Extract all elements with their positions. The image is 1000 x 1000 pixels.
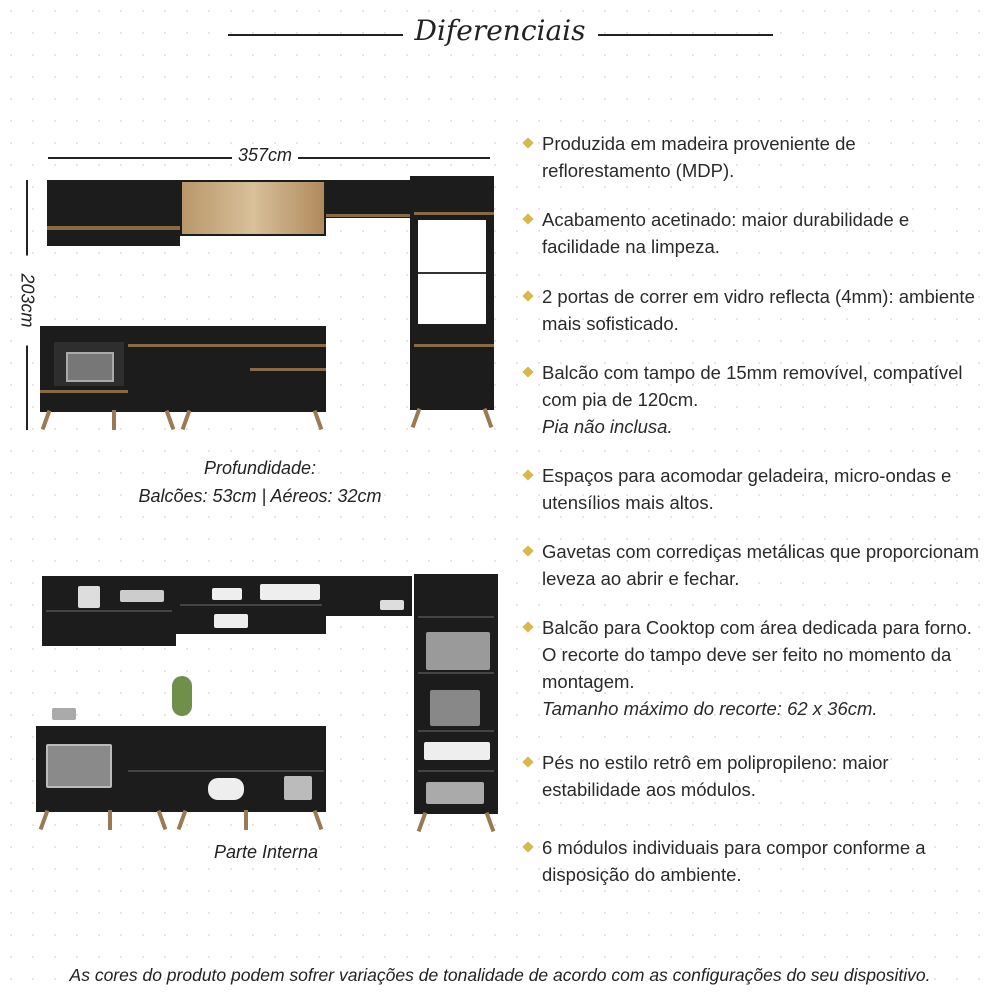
feature-text: Gavetas com corrediças metálicas que proporcionam leveza ao abrir e fechar. bbox=[542, 541, 979, 589]
feature-note: Tamanho máximo do recorte: 62 x 36cm. bbox=[542, 698, 878, 719]
depth-values: Balcões: 53cm | Aéreos: 32cm bbox=[138, 486, 382, 506]
feature-item bbox=[524, 538, 984, 592]
width-label: 357cm bbox=[232, 145, 298, 166]
feature-text: Espaços para acomodar geladeira, micro-ondas e utensílios mais altos. bbox=[542, 465, 952, 513]
feature-text: Pés no estilo retrô em polipropileno: maior estabilidade aos módulos. bbox=[542, 752, 889, 800]
page-title-text: Diferenciais bbox=[407, 14, 594, 47]
feature-item bbox=[524, 614, 984, 722]
feature-note: Pia não inclusa. bbox=[542, 416, 673, 437]
feature-item bbox=[524, 462, 984, 516]
feature-item bbox=[524, 834, 984, 888]
feature-item bbox=[524, 130, 984, 184]
feature-text: Balcão com tampo de 15mm removível, compatível com pia de 120cm. bbox=[542, 362, 963, 410]
kitchen-exterior-illustration bbox=[0, 0, 500, 440]
interior-caption: Parte Interna bbox=[213, 842, 319, 862]
feature-item bbox=[524, 749, 984, 803]
feature-item bbox=[524, 283, 984, 337]
feature-item bbox=[524, 206, 984, 260]
depth-label: Profundidade: bbox=[203, 458, 317, 478]
height-label: 203cm bbox=[17, 256, 38, 346]
depth-info bbox=[100, 454, 420, 510]
feature-text: Acabamento acetinado: maior durabilidade e facilidade na limpeza. bbox=[542, 209, 910, 257]
feature-text: Produzida em madeira proveniente de reflorestamento (MDP). bbox=[542, 133, 856, 181]
feature-text: 2 portas de correr em vidro reflecta (4mm): ambiente mais sofisticado. bbox=[542, 286, 975, 334]
color-disclaimer: As cores do produto podem sofrer variações de tonalidade de acordo com as configurações do seu dispositivo. bbox=[69, 965, 931, 985]
feature-item bbox=[524, 359, 984, 440]
feature-text: 6 módulos individuais para compor conforme a disposição do ambiente. bbox=[542, 837, 926, 885]
feature-text: Balcão para Cooktop com área dedicada para forno. O recorte do tampo deve ser feito no momento da montagem. bbox=[542, 617, 972, 692]
kitchen-interior-illustration bbox=[0, 560, 500, 840]
